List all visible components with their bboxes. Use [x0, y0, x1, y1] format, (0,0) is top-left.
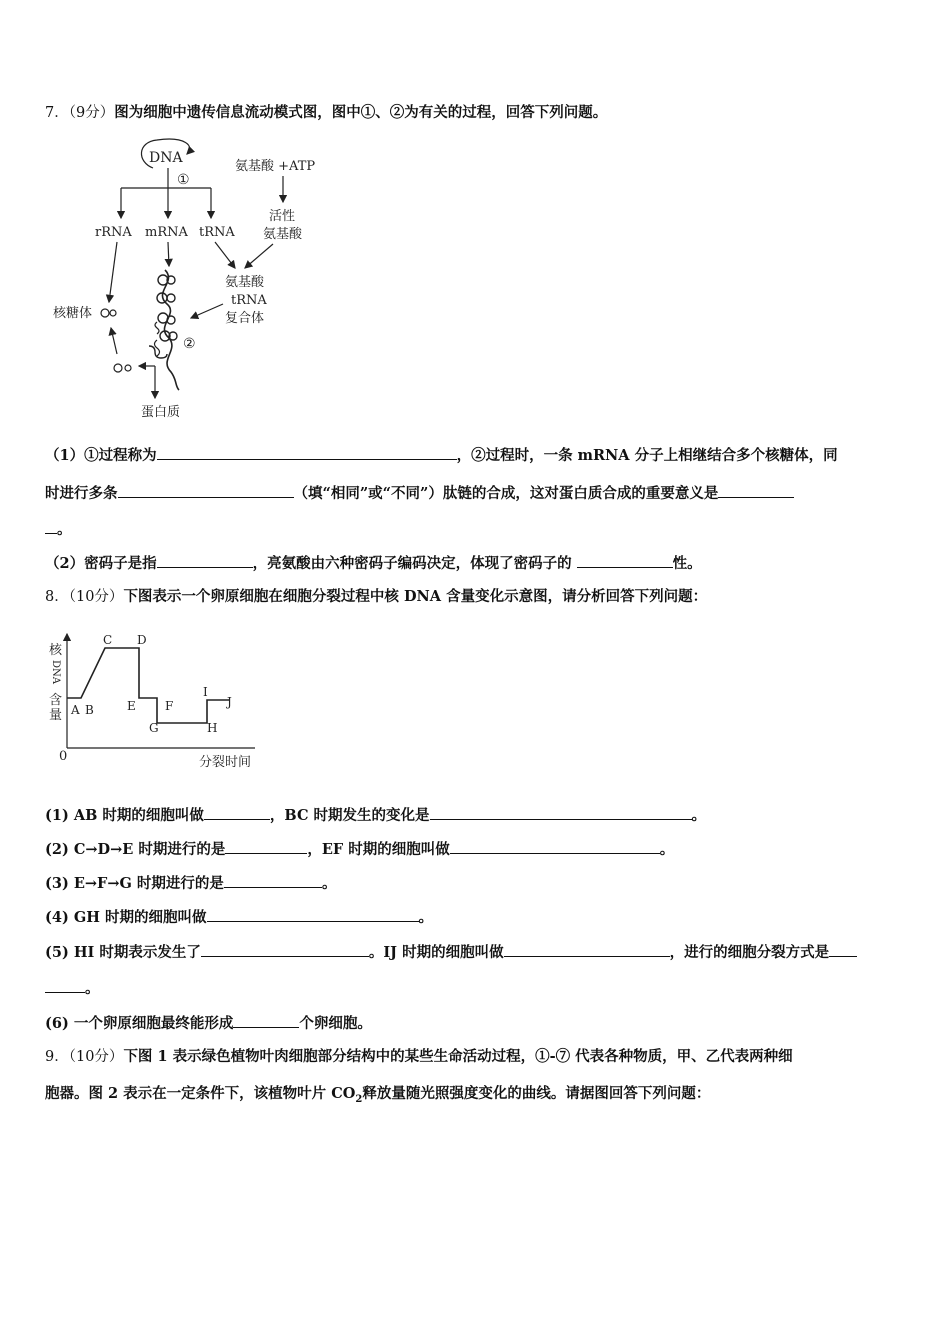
- q7-sub1-line2: [45, 482, 905, 504]
- q8-stem: [45, 587, 905, 607]
- complex-label-3: 复合体: [225, 311, 265, 326]
- point-j: J: [227, 695, 232, 709]
- point-b: B: [85, 703, 94, 717]
- active-aa-label-2: 氨基酸: [263, 227, 303, 242]
- q7-sub2-c: 性。: [672, 555, 702, 572]
- point-e: E: [127, 699, 136, 713]
- q8-blank-1[interactable]: [204, 804, 270, 820]
- q7-stem-text: 图为细胞中遗传信息流动模式图，图中①、②为有关的过程，回答下列问题。: [114, 104, 608, 121]
- point-f: F: [165, 699, 174, 713]
- q9-stem: [45, 1047, 905, 1067]
- q7-answer-blank-5[interactable]: [577, 552, 673, 568]
- point-g: G: [149, 721, 159, 735]
- q8-s5-cont: 。: [45, 977, 905, 999]
- complex-label-2: tRNA: [231, 293, 267, 308]
- q9-stem-line2: 胞器。图 2 表示在一定条件下，该植物叶片 $CO_2$释放量随光照强度变化的曲线。请据图回答下列问题：: [45, 1085, 711, 1105]
- q8-blank-4[interactable]: [450, 838, 660, 854]
- q8-s6: (6) 一个卵原细胞最终能形成 个卵细胞。: [45, 1012, 905, 1034]
- q7-answer-blank-3[interactable]: [718, 482, 794, 498]
- q8-stem-text: 下图表示一个卵原细胞在细胞分裂过程中核 DNA 含量变化示意图，请分析回答下列问题：: [123, 588, 708, 605]
- q7-answer-blank-1[interactable]: [157, 444, 457, 460]
- point-c: C: [103, 633, 113, 647]
- graph-xlabel: 分裂时间: [199, 755, 252, 770]
- q7-number: 7．: [45, 105, 69, 121]
- q8-blank-7[interactable]: [201, 941, 369, 957]
- q8-blank-8[interactable]: [504, 941, 670, 957]
- q7-sub1-d: （填“相同”或“不同”）肽链的合成，这对蛋白质合成的重要意义是: [293, 485, 719, 502]
- q7-points: （9分）: [68, 105, 115, 121]
- q7-sub1-line1: [45, 444, 905, 466]
- complex-label-1: 氨基酸: [225, 275, 265, 290]
- q8-s4: (4) GH 时期的细胞叫做 。: [45, 906, 905, 928]
- point-d: D: [137, 633, 147, 647]
- q8-s1: (1) AB 时期的细胞叫做 ，BC 时期发生的变化是 。: [45, 804, 905, 826]
- graph-ylabel-4: 量: [49, 708, 63, 723]
- q7-sub2-line: [45, 552, 905, 574]
- q7-sub1-line3: [45, 518, 905, 540]
- graph-origin: 0: [59, 749, 68, 764]
- step1-label: ①: [177, 172, 190, 188]
- q8-number: 8．: [45, 589, 69, 605]
- point-i: I: [203, 685, 208, 699]
- q7-sub1-c: 时进行多条: [45, 485, 118, 502]
- q8-blank-5[interactable]: [224, 872, 322, 888]
- gene-expression-diagram: [45, 132, 345, 427]
- q9-number: 9．: [45, 1049, 69, 1065]
- q7-stem: [45, 103, 905, 123]
- q8-s2: (2) C→D→E 时期进行的是 ，EF 时期的细胞叫做 。: [45, 838, 905, 860]
- ribosome-label: 核糖体: [53, 306, 93, 321]
- q8-s5: (5) HI 时期表示发生了 。IJ 时期的细胞叫做 ，进行的细胞分裂方式是: [45, 941, 905, 963]
- graph-ylabel-3: 含: [49, 693, 63, 708]
- q7-sub1-a: （1）①过程称为: [45, 447, 157, 464]
- mrna-label: mRNA: [145, 225, 188, 240]
- q8-blank-9[interactable]: [829, 941, 857, 957]
- point-a: A: [71, 703, 80, 717]
- aa-atp-label: 氨基酸 +ATP: [235, 159, 316, 174]
- q7-answer-blank-2[interactable]: [118, 482, 294, 498]
- q8-blank-6[interactable]: [207, 906, 419, 922]
- q7-answer-blank-4[interactable]: [157, 552, 253, 568]
- rrna-label: rRNA: [95, 225, 132, 240]
- q8-blank-3[interactable]: [225, 838, 307, 854]
- q7-sub2-a: （2）密码子是指: [45, 555, 157, 572]
- step2-label: ②: [183, 336, 196, 352]
- active-aa-label-1: 活性: [269, 209, 296, 224]
- q7-sub2-b: ，亮氨酸由六种密码子编码决定，体现了密码子的: [252, 555, 572, 572]
- protein-label: 蛋白质: [141, 405, 181, 420]
- q8-blank-9-cont[interactable]: [45, 977, 85, 993]
- dna-content-graph: [45, 628, 275, 778]
- q9-stem-text: 下图 1 表示绿色植物叶肉细胞部分结构中的某些生命活动过程，①-⑦ 代表各种物质，甲、乙代表两种细: [123, 1048, 793, 1065]
- q9-points: （10分）: [68, 1049, 124, 1065]
- q8-s3: (3) E→F→G 时期进行的是 。: [45, 872, 905, 894]
- q8-blank-2[interactable]: [430, 804, 692, 820]
- q8-points: （10分）: [68, 589, 124, 605]
- graph-ylabel-2: DNA: [50, 660, 61, 684]
- dna-label: DNA: [149, 150, 183, 166]
- point-h: H: [207, 721, 218, 735]
- trna-label: tRNA: [199, 225, 235, 240]
- q7-sub1-b: ，②过程时，一条 mRNA 分子上相继结合多个核糖体，同: [456, 447, 838, 464]
- q8-blank-10[interactable]: [233, 1012, 299, 1028]
- graph-ylabel-1: 核: [49, 643, 63, 658]
- q7-sub1-e: 。: [57, 521, 72, 538]
- q7-answer-blank-3-cont[interactable]: [45, 518, 57, 534]
